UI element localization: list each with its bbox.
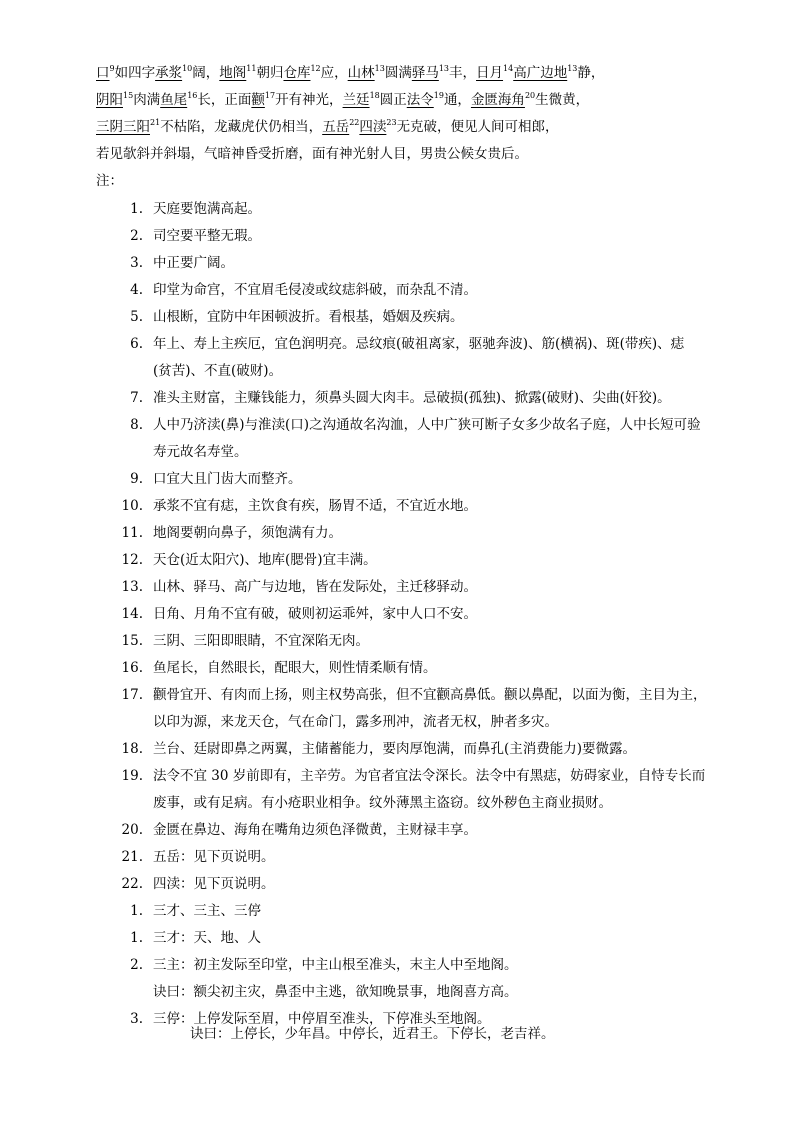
- note-number: 19.: [121, 768, 143, 784]
- face-term: 山林: [347, 65, 375, 81]
- note-text: 司空要平整无瑕。: [153, 228, 261, 244]
- verse-text: 阔，: [192, 65, 220, 81]
- note-text: 兰台、廷尉即鼻之两翼，主储蓄能力，要肉厚饱满，而鼻孔(主消费能力)要微露。: [153, 741, 637, 757]
- footnote-ref: 13: [374, 64, 385, 73]
- face-term: 日月: [476, 65, 504, 81]
- note-text: 口宜大且门齿大而整齐。: [153, 471, 302, 487]
- verse-text: 圆正: [379, 92, 407, 108]
- verse-text: 无克破，便见人间可相郎，: [396, 119, 559, 135]
- note-text: 中正要广阔。: [153, 255, 234, 271]
- face-term: 四渎: [359, 119, 387, 135]
- face-term: 鱼尾: [160, 92, 188, 108]
- verse-text: 长，正面: [197, 92, 252, 108]
- note-text: 日角、月角不宜有破，破则初运乖舛，家中人口不安。: [153, 606, 477, 622]
- note-number: 1.: [130, 930, 143, 946]
- note-number: 16.: [121, 660, 143, 676]
- face-term: 高广边地: [513, 65, 568, 81]
- face-term: 仓库: [283, 65, 311, 81]
- face-term: 兰廷: [342, 92, 370, 108]
- face-term: 法令: [406, 92, 434, 108]
- note-number: 11.: [121, 525, 143, 541]
- footnote-ref: 17: [264, 91, 276, 100]
- face-term: 五岳: [322, 119, 350, 135]
- note-number: 4.: [130, 282, 143, 298]
- footnote-ref: 23: [386, 118, 397, 127]
- verse-line-1: [96, 64, 604, 82]
- note-text: (贫苦)、不直(破财)。: [153, 363, 283, 379]
- note-number: 2.: [130, 228, 143, 244]
- verse-text: 朝归: [256, 65, 284, 81]
- note-number: 1.: [130, 201, 143, 217]
- footnote-ref: 10: [182, 64, 193, 73]
- note-text: 以印为源，来龙天仓，气在命门，露多刑冲，流者无权，肿者多灾。: [153, 714, 558, 730]
- note-number: 7.: [130, 390, 143, 406]
- note-number: 8.: [130, 417, 143, 433]
- note-text: 三阴、三阳即眼睛，不宜深陷无肉。: [153, 633, 369, 649]
- footnote-ref: 9: [109, 64, 115, 73]
- note-number: 10.: [121, 498, 143, 514]
- verse-line-4: [96, 145, 528, 163]
- note-number: 1.: [130, 903, 143, 919]
- footnote-ref: 16: [187, 91, 198, 100]
- footnote-ref: 13: [567, 64, 578, 73]
- closing-mnemonic: 诀曰：上停长，少年昌。中停长，近君王。下停长，老吉祥。: [190, 1026, 555, 1042]
- verse-text: 开有神光，: [275, 92, 343, 108]
- note-number: 15.: [121, 633, 143, 649]
- note-number: 20.: [121, 822, 143, 838]
- note-number: 6.: [130, 336, 143, 352]
- face-term: 阴阳: [96, 92, 123, 108]
- face-term: 地阁: [219, 65, 247, 81]
- note-text: 人中乃济渎(鼻)与淮渎(口)之沟通故名沟洫，人中广狭可断子女多少故名子庭，人中长短可验: [153, 417, 701, 433]
- footnote-ref: 13: [438, 64, 450, 73]
- note-number: 14.: [121, 606, 143, 622]
- verse-text: 通，: [443, 92, 471, 108]
- note-text: 地阁要朝向鼻子，须饱满有力。: [153, 525, 342, 541]
- footnote-ref: 11: [246, 64, 257, 73]
- verse-text: 生微黄，: [535, 92, 590, 108]
- face-term: 三阴三阳: [96, 119, 150, 135]
- note-number: 9.: [130, 471, 143, 487]
- note-text: 天庭要饱满高起。: [153, 201, 261, 217]
- note-text: 三主：初主发际至印堂，中主山根至准头，末主人中至地阁。: [153, 957, 518, 973]
- note-number: 2.: [130, 957, 143, 973]
- note-text: 颧骨宜开、有肉而上扬，则主权势高张，但不宜颧高鼻低。颧以鼻配，以面为衡，主目为主，: [153, 687, 707, 703]
- note-text: 天仓(近太阳穴)、地库(腮骨)宜丰满。: [153, 552, 377, 568]
- note-text: 法令不宜 30 岁前即有，主辛劳。为官者宜法令深长。法令中有黑痣，妨碍家业，自恃专长而: [153, 768, 706, 784]
- note-number: 18.: [121, 741, 143, 757]
- face-term: 颧: [251, 92, 265, 108]
- face-term: 驿马: [411, 65, 439, 81]
- footnote-ref: 19: [433, 91, 444, 100]
- note-text: 承浆不宜有痣，主饮食有疾，肠胃不适，不宜近水地。: [153, 498, 477, 514]
- footnote-ref: 22: [349, 118, 360, 127]
- face-term: 承浆: [155, 65, 183, 81]
- footnote-ref: 15: [123, 91, 134, 100]
- note-text: 三才、三主、三停: [153, 903, 261, 919]
- footnote-ref: 20: [524, 91, 536, 100]
- footnote-ref: 12: [310, 64, 321, 73]
- note-text: 寿元故名寿堂。: [153, 444, 248, 460]
- note-text: 废事，或有足病。有小疮职业相争。纹外薄黑主盗窃。纹外秽色主商业损财。: [153, 795, 612, 811]
- verse-text: 丰，: [449, 65, 477, 81]
- verse-line-3: [96, 118, 559, 136]
- verse-text: 圆满: [384, 65, 412, 81]
- verse-text: 应，: [320, 65, 348, 81]
- note-text: 山根断，宜防中年困顿波折。看根基，婚姻及疾病。: [153, 309, 464, 325]
- note-number: 22.: [121, 876, 143, 892]
- note-text: 三停：上停发际至眉，中停眉至准头，下停准头至地阁。: [153, 1011, 491, 1027]
- note-text: 印堂为命宫，不宜眉毛侵凌或纹痣斜破，而杂乱不清。: [153, 282, 477, 298]
- face-term: 金匮海角: [470, 92, 525, 108]
- note-text: 四渎：见下页说明。: [153, 876, 275, 892]
- note-number: 3.: [130, 1011, 143, 1027]
- verse-text: 若见欹斜并斜塌，气暗神昏受折磨，面有神光射人目，男贵公候女贵后。: [96, 146, 528, 162]
- note-number: 12.: [121, 552, 143, 568]
- verse-text: 不枯陷，龙藏虎伏仍相当，: [160, 119, 323, 135]
- note-text: 金匮在鼻边、海角在嘴角边须色泽微黄，主财禄丰享。: [153, 822, 477, 838]
- footnote-ref: 14: [503, 64, 514, 73]
- note-text: 三才：天、地、人: [153, 930, 261, 946]
- verse-text: 肉满: [133, 92, 161, 108]
- verse-line-2: [96, 91, 589, 109]
- footnote-ref: 21: [150, 118, 161, 127]
- note-text: 山林、驿马、高广与边地，皆在发际处，主迁移驿动。: [153, 579, 477, 595]
- note-text: 五岳：见下页说明。: [153, 849, 275, 865]
- note-text: 鱼尾长，自然眼长，配眼大，则性情柔顺有情。: [153, 660, 437, 676]
- note-number: 21.: [121, 849, 143, 865]
- note-number: 13.: [121, 579, 143, 595]
- face-term: 口: [96, 65, 110, 81]
- note-number: 5.: [130, 309, 143, 325]
- note-number: 17.: [121, 687, 143, 703]
- note-number: 3.: [130, 255, 143, 271]
- note-text: 年上、寿上主疾厄，宜色润明亮。忌纹痕(破祖离家，驱驰奔波)、筋(横祸)、斑(带疾)、痣: [153, 336, 685, 352]
- note-text: 准头主财富，主赚钱能力，须鼻头圆大肉丰。忌破损(孤独)、掀露(破财)、尖曲(奸狡)。: [153, 390, 671, 406]
- verse-text: 静，: [577, 65, 605, 81]
- verse-text: 如四字: [114, 65, 156, 81]
- note-text: 诀曰：额尖初主灾，鼻歪中主逃，欲知晚景事，地阁喜方高。: [153, 984, 518, 1000]
- notes-label: 注：: [96, 173, 123, 189]
- footnote-ref: 18: [369, 91, 380, 100]
